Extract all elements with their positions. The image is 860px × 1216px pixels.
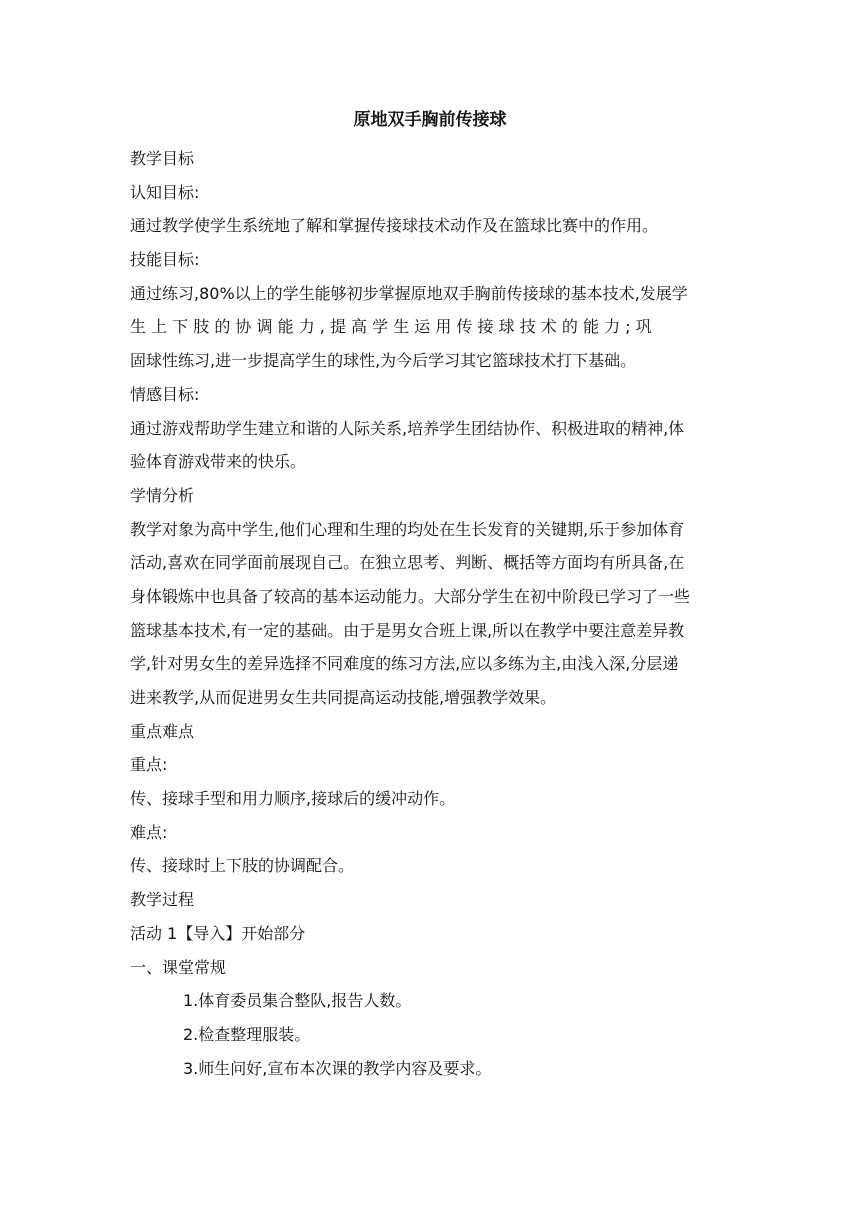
list-item: 1.体育委员集合整队,报告人数。 <box>183 991 412 1011</box>
paragraph-line: 验体育游戏带来的快乐。 <box>130 452 307 472</box>
subheading-cognitive-goals: 认知目标: <box>130 182 200 202</box>
paragraph-line: 活动,喜欢在同学面前展现自己。在独立思考、判断、概括等方面均有所具备,在 <box>130 553 685 573</box>
section-heading-teaching-process: 教学过程 <box>130 890 195 910</box>
list-heading-class-routine: 一、课堂常规 <box>130 957 227 977</box>
paragraph-line: 通过练习,80%以上的学生能够初步掌握原地双手胸前传接球的基本技术,发展学 <box>130 283 688 303</box>
paragraph-line: 固球性练习,进一步提高学生的球性,为今后学习其它篮球技术打下基础。 <box>130 351 637 371</box>
paragraph-line: 传、接球时上下肢的协调配合。 <box>130 856 355 876</box>
paragraph-line: 通过教学使学生系统地了解和掌握传接球技术动作及在篮球比赛中的作用。 <box>130 216 659 236</box>
activity-heading: 活动 1【导入】开始部分 <box>130 923 306 943</box>
paragraph-line: 通过游戏帮助学生建立和谐的人际关系,培养学生团结协作、积极进取的精神,体 <box>130 418 685 438</box>
section-heading-learner-analysis: 学情分析 <box>130 485 195 505</box>
section-heading-key-difficult-points: 重点难点 <box>130 721 195 741</box>
paragraph-line: 进来教学,从而促进男女生共同提高运动技能,增强教学效果。 <box>130 688 557 707</box>
subheading-key-points: 重点: <box>130 755 168 775</box>
subheading-skill-goals: 技能目标: <box>130 250 200 270</box>
paragraph-line: 篮球基本技术,有一定的基础。由于是男女合班上课,所以在教学中要注意差异教 <box>130 620 685 640</box>
paragraph-line: 教学对象为高中学生,他们心理和生理的均处在生长发育的关键期,乐于参加体育 <box>130 519 685 539</box>
document-title: 原地双手胸前传接球 <box>353 110 507 130</box>
paragraph-line: 身体锻炼中也具备了较高的基本运动能力。大部分学生在初中阶段已学习了一些 <box>130 586 691 606</box>
list-item: 2.检查整理服装。 <box>183 1024 311 1044</box>
paragraph-line: 学,针对男女生的差异选择不同难度的练习方法,应以多练为主,由浅入深,分层递 <box>130 654 679 674</box>
subheading-emotional-goals: 情感目标: <box>130 384 200 404</box>
list-item: 3.师生问好,宣布本次课的教学内容及要求。 <box>183 1058 492 1078</box>
subheading-difficult-points: 难点: <box>130 822 168 842</box>
section-heading-teaching-goals: 教学目标 <box>130 149 195 168</box>
paragraph-line: 传、接球手型和用力顺序,接球后的缓冲动作。 <box>130 789 456 809</box>
document-body <box>130 142 730 1085</box>
paragraph-line: 生 上 下 肢 的 协 调 能 力 , 提 高 学 生 运 用 传 接 球 技 术 的 能 力 ; 巩 <box>130 317 652 337</box>
